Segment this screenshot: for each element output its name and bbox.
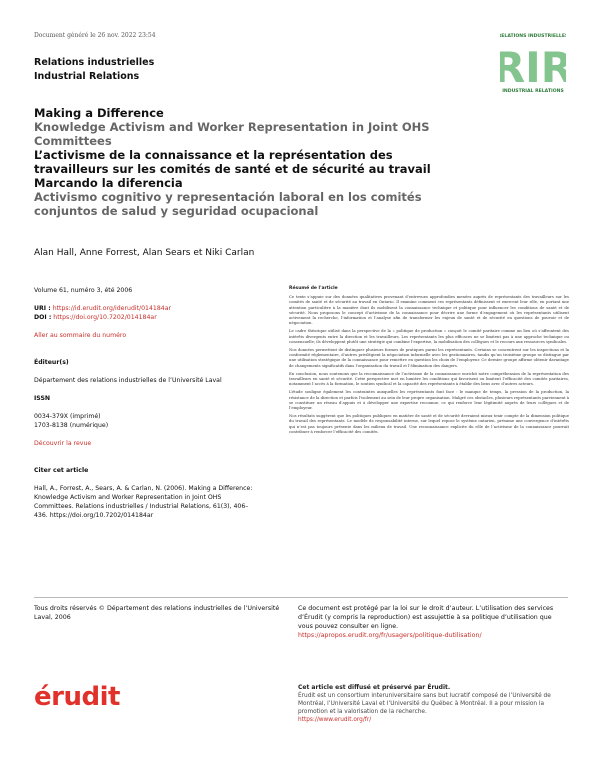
abstract-paragraph: Ce texte s’appuie sur des données qualitatives provenant d’entrevues approfondies menées auprès de représentants des travailleurs sur les comités de santé et de sécurité au travail en Ontario. Il examine comment ces représentants définissent et exercent leur rôle, en portant une attention particulière à la manière dont ils mobilisent la connaissance technique et politique pour influencer les conditions de santé et de sécurité. Nous proposons le concept d’activisme de la connaissance pour décrire une forme d’engagement où les représentants utilisent activement la recherche, l’information et l’analyse afin de transformer les enjeux de santé et de sécurité en questions de pouvoir et de négociation. <box>289 294 569 326</box>
erudit-info <box>298 684 568 724</box>
cite-label: Citer cet article <box>34 467 89 474</box>
publisher-label: Éditeur(s) <box>34 359 69 366</box>
generated-date: Document généré le 26 nov. 2022 23:54 <box>34 32 156 39</box>
doi-line <box>34 313 259 322</box>
copyright-notice: Tous droits réservés © Département des relations industrielles de l’Université Laval, 2006 <box>34 605 280 621</box>
abstract-paragraph: Nos résultats suggèrent que les politiques publiques en matière de santé et de sécurité devraient mieux tenir compte de la dimension politique du travail des représentants. Le modèle de responsabilité interne, sur lequel repose le système ontarien, présume une convergence d’intérêts qui n’est pas toujours présente dans les milieux de travail. Une reconnaissance explicite du rôle de l’activisme de la connaissance pourrait contribuer à renforcer l’efficacité des comités. <box>289 413 569 434</box>
issn-print: 0034-379X (imprimé) <box>34 413 101 420</box>
issn-digital: 1703-8138 (numérique) <box>34 422 109 429</box>
usage-policy-link[interactable]: https://apropos.erudit.org/fr/usagers/politique-dutilisation/ <box>298 632 482 639</box>
title-es: Marcando la diferencia <box>34 176 183 190</box>
footer-divider <box>34 597 568 598</box>
volume-info: Volume 61, numéro 3, été 2006 <box>34 287 133 294</box>
title-fr: L’activisme de la connaissance et la représentation des travailleurs sur les comités de santé et de sécurité au travail <box>34 148 431 176</box>
uri-line <box>34 304 259 313</box>
abstract-paragraph: Le cadre théorique utilisé dans la perspective de la « politique de production » conçoit le comité paritaire comme un lieu où s’affrontent des intérêts divergents entre la direction et les travailleurs. Les représentants les plus efficaces ne se limitent pas à une approche technique ou consensuelle; ils développent plutôt une stratégie qui combine l’expertise, la mobilisation des collègues et le recours aux ressources syndicales. <box>289 328 569 344</box>
usage-text: Ce document est protégé par la loi sur le droit d’auteur. L’utilisation des services d’Érudit (y compris la reproduction) est assujettie à sa politique d’utilisation que vous pouvez consulter en ligne. <box>298 605 554 630</box>
abstract-paragraph: En conclusion, nous soutenons que la reconnaissance de l’activisme de la connaissance enrichit notre compréhension de la représentation des travailleurs en santé et sécurité. Cette perspective met en lumière les conditions qui favorisent ou limitent l’efficacité des comités paritaires, notamment l’accès à la formation, le soutien syndical et la capacité des représentants à établir des liens avec d’autres acteurs. <box>289 370 569 387</box>
article-titles <box>34 106 464 218</box>
subtitle-en: Knowledge Activism and Worker Representation in Joint OHS Committees <box>34 120 430 148</box>
abstract-paragraph: Nos données permettent de distinguer plusieurs formes de pratiques parmi les représentants. Certains se concentrent sur les inspections et la conformité réglementaire, d’autres privilégient la négociation informelle avec les gestionnaires, tandis qu’un troisième groupe se distingue par une utilisation stratégique de la connaissance pour remettre en question les choix de l’employeur. Ce dernier groupe affirme obtenir davantage de changements significatifs dans l’organisation du travail et l’élimination des dangers. <box>289 347 569 368</box>
citation-text: Hall, A., Forrest, A., Sears, A. & Carlan, N. (2006). Making a Difference: Knowledge Activism and Worker Representation in Joint OHS Committees. Relations industrielles / Industrial Relations, 61(3), 406–436. https://doi.org/10.7202/014184ar <box>34 485 253 519</box>
article-abstract <box>289 286 569 437</box>
issue-summary-link[interactable]: Aller au sommaire du numéro <box>34 332 127 339</box>
logo-top-text: RELATIONS INDUSTRIELLES <box>500 34 566 39</box>
erudit-description: Érudit est un consortium interuniversitaire sans but lucratif composé de l’Université de Montréal, l’Université Laval et l’Université du Québec à Montréal. Il a pour mission la promotion et la valorisation de la recherche. <box>298 693 551 715</box>
title-en: Making a Difference <box>34 106 164 120</box>
authors: Alan Hall, Anne Forrest, Alan Sears et Niki Carlan <box>34 248 255 258</box>
subtitle-es: Activismo cognitivo y representación laboral en los comités conjuntos de salud y seguridad ocupacional <box>34 190 422 218</box>
journal-logo-graphic <box>500 30 566 110</box>
erudit-logo[interactable]: érudit <box>34 682 120 712</box>
journal-name-fr: Relations industrielles <box>34 57 155 68</box>
article-metadata <box>34 286 259 520</box>
logo-bottom-text: INDUSTRIAL RELATIONS <box>502 89 564 94</box>
publisher-name: Département des relations industrielles de l’Université Laval <box>34 377 222 384</box>
doi-link[interactable]: https://doi.org/10.7202/014184ar <box>53 314 157 321</box>
journal-logo <box>500 30 566 110</box>
usage-notice <box>298 604 568 640</box>
uri-label: URI : <box>34 305 51 312</box>
discover-journal-link[interactable]: Découvrir la revue <box>34 440 92 447</box>
erudit-heading: Cet article est diffusé et préservé par Érudit. <box>298 684 451 691</box>
erudit-link[interactable]: https://www.erudit.org/fr/ <box>298 717 372 723</box>
journal-name-en: Industrial Relations <box>34 71 140 82</box>
uri-link[interactable]: https://id.erudit.org/iderudit/014184ar <box>52 305 172 312</box>
logo-letters: RIR <box>500 43 566 92</box>
journal-name <box>34 56 154 84</box>
issn-label: ISSN <box>34 395 51 402</box>
doi-label: DOI : <box>34 314 52 321</box>
abstract-heading: Résumé de l'article <box>289 286 338 291</box>
abstract-paragraph: L’étude souligne également les contraintes auxquelles les représentants font face : le manque de temps, la pression de la production, la résistance de la direction et parfois l’isolement au sein de leur propre organisation. Malgré ces obstacles, plusieurs représentants parviennent à se constituer un réseau d’appuis et à développer une expertise reconnue, ce qui renforce leur légitimité auprès de leurs collègues et de l’employeur. <box>289 389 569 411</box>
